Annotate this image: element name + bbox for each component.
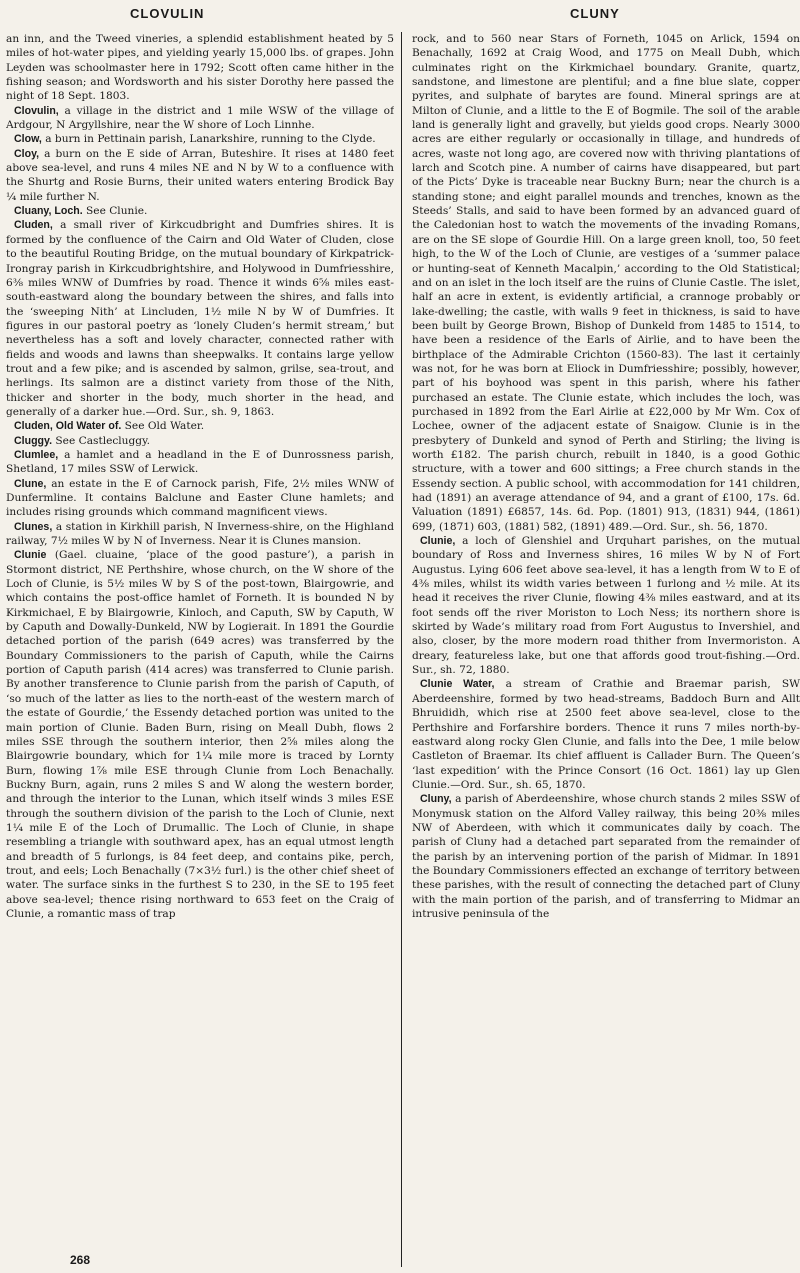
gazetteer-entry: [6, 548, 394, 921]
entry-headword: Clunie: [14, 549, 47, 562]
right-column: [412, 32, 800, 1247]
entry-text: a loch of Glenshiel and Urquhart parishes, on the mutual boundary of Ross and Inverness shires, 16 miles W by N of Fort Augustus. Lying 606 feet above sea-level, it has a length from W to E of 4⅜ miles, whilst its width varies between 1 furlong and ½ mile. At its head it receives the river Clunie, flowing 4⅜ miles eastward, and at its foot sends off the river Moriston to Loch Ness; its northern shore is skirted by Wade’s military road from Fort Augustus to Invershiel, and also, closer, by the more modern road thither from Invermoriston. A dreary, featureless lake, but one that affords good trout-fishing.—Ord. Sur., sh. 72, 1880.: [412, 535, 800, 677]
entry-text: a burn in Pettinain parish, Lanarkshire, running to the Clyde.: [41, 133, 376, 146]
gazetteer-entry: [412, 534, 800, 677]
entry-headword: Cluden,: [14, 219, 53, 232]
entry-headword: Cluny,: [420, 793, 452, 806]
entry-headword: Clunie,: [420, 535, 456, 548]
gazetteer-entry: [6, 132, 394, 146]
left-column: [6, 32, 394, 1247]
gazetteer-entry: [412, 677, 800, 792]
entry-headword: Clow,: [14, 133, 42, 146]
entry-text: a stream of Crathie and Braemar parish, SW Aberdeenshire, formed by two head-streams, Baddoch Burn and Allt Bhruididh, which rise at 2500 feet above sea-level, close to the Perthshire and Forfarshire borders. Thence it runs 7 miles north-by-eastward along rocky Glen Clunie, and falls into the Dee, 1 mile below Castleton of Braemar. Its chief affluent is Callader Burn. The Queen’s ‘last expedition’ with the Prince Consort (16 Oct. 1861) lay up Glen Clunie.—Ord. Sur., sh. 65, 1870.: [412, 678, 800, 791]
entry-text: a station in Kirkhill parish, N Inverness-shire, on the Highland railway, 7½ miles W by N of Inverness. Near it is Clunes mansion.: [6, 520, 394, 548]
gazetteer-entry: [412, 792, 800, 921]
running-head-left: CLOVULIN: [130, 6, 205, 21]
gazetteer-entry: [6, 147, 394, 204]
gazetteer-entry: [6, 32, 394, 104]
entry-text: an inn, and the Tweed vineries, a splendid establishment heated by 5 miles of hot-water pipes, and yielding yearly 15,000 lbs. of grapes. John Leyden was schoolmaster here in 1792; Scott often came hither in the fishing season; and Wordsworth and his sister Dorothy here passed the night of 18 Sept. 1803.: [6, 33, 394, 103]
entry-text: an estate in the E of Carnock parish, Fife, 2½ miles WNW of Dunfermline. It contains Balclune and Easter Clune hamlets; and includes rising grounds which command magnificent views.: [6, 477, 394, 519]
gazetteer-entry: [6, 204, 394, 218]
running-head-right: CLUNY: [570, 6, 620, 21]
gazetteer-entry: [6, 448, 394, 477]
entry-headword: Clovulin,: [14, 104, 59, 117]
gazetteer-entry: [6, 419, 394, 433]
column-divider: [401, 32, 402, 1267]
gazetteer-entry: [6, 218, 394, 419]
entry-text: a small river of Kirkcudbright and Dumfries shires. It is formed by the confluence of the Cairn and Old Water of Cluden, close to the beautiful Routing Bridge, on the mutual boundary of Kirkpatrick-Irongray parish in Kirkcudbrightshire, and Holywood in Dumfriesshire, 6⅜ miles WNW of Dumfries by road. Thence it winds 6⅝ miles east-south-eastward along the boundary between the shires, and falls into the ‘sweeping Nith’ at Lincluden, 1½ mile N by W of Dumfries. It figures in our pastoral poetry as ‘lonely Cluden’s hermit stream,’ but nevertheless has a soft and lovely character, connected rather with fields and woods and lawns than sheepwalks. It contains large yellow trout and a few pike; and is ascended by salmon, grilse, sea-trout, and herlings. Its salmon are a distinct variety from those of the Nith, thicker and shorter in the body, much shorter in the head, and generally of a darker hue.—Ord. Sur., sh. 9, 1863.: [6, 219, 394, 418]
entry-headword: Clune,: [14, 477, 47, 490]
entry-text: a parish of Aberdeenshire, whose church stands 2 miles SSW of Monymusk station on the Alford Valley railway, this being 20⅜ miles NW of Aberdeen, with which it communicates daily by coach. The parish of Cluny had a detached part separated from the remainder of the parish by an intervening portion of the parish of Midmar. In 1891 the Boundary Commissioners effected an exchange of territory between these parishes, with the result of connecting the detached part of Cluny with the main portion of the parish, and of transferring to Midmar an intrusive peninsula of the: [412, 793, 800, 920]
entry-text: rock, and to 560 near Stars of Forneth, 1045 on Arlick, 1594 on Benachally, 1692 at Craig Wood, and 1775 on Meall Dubh, which culminates right on the Kirkmichael boundary. Granite, quartz, sandstone, and limestone are plentiful; and a fine blue slate, copper pyrites, and sulphate of barytes are found. Mineral springs are at Milton of Clunie, and a little to the E of Bogmile. The soil of the arable land is generally light and gravelly, but yields good crops. Nearly 3000 acres are either regularly or occasionally in tillage, and hundreds of acres, waste not long ago, are covered now with thriving plantations of larch and Scotch pine. A number of cairns have disappeared, but part of the Picts’ Dyke is traceable near Buckny Burn; near the church is a standing stone; and eight parallel mounds and trenches, known as the Steeds’ Stalls, and said to have been formed by an advanced guard of the Caledonian host to watch the movements of the invading Romans, are on the SE slope of Gourdie Hill. On a large green knoll, too, 50 feet high, to the W of the Loch of Clunie, are vestiges of a ‘summer palace or hunting-seat of Kenneth Macalpin,’ according to the Old Statistical; and on an islet in the loch itself are the ruins of Clunie Castle. The islet, half an acre in extent, is evidently artificial, a crannoge probably or lake-dwelling; the castle, with walls 9 feet in thickness, is said to have been built by George Brown, Bishop of Dunkeld from 1485 to 1514, to have been a residence of the Earls of Airlie, and to have been the birthplace of the Admirable Crichton (1560-83). The last it certainly was not, for he was born at Eliock in Dumfriesshire; possibly, however, part of his boyhood was spent in this parish, where his father purchased an estate. The Clunie estate, which includes the loch, was purchased in 1892 from the Earl Airlie at £22,000 by Mr Wm. Cox of Lochee, owner of the adjacent estate of Snaigow. Clunie is in the presbytery of Dunkeld and synod of Perth and Stirling; the living is worth £182. The parish church, rebuilt in 1840, is a good Gothic structure, with a tower and 600 sittings; a Free church stands in the Essendy section. A public school, with accommodation for 141 children, had (1891) an average attendance of 94, and a grant of £100, 17s. 6d. Valuation (1891) £6857, 14s. 6d. Pop. (1801) 913, (1831) 944, (1861) 699, (1871) 603, (1881) 582, (1891) 489.—Ord. Sur., sh. 56, 1870.: [412, 33, 800, 533]
entry-text: a village in the district and 1 mile WSW of the village of Ardgour, N Argyllshire, near the W shore of Loch Linnhe.: [6, 104, 394, 132]
entry-headword: Cluggy.: [14, 434, 53, 447]
entry-text: a hamlet and a headland in the E of Dunrossness parish, Shetland, 17 miles SSW of Lerwick.: [6, 448, 394, 476]
entry-headword: Cluden, Old Water of.: [14, 420, 122, 433]
gazetteer-entry: [6, 434, 394, 448]
entry-text: See Old Water.: [121, 420, 205, 433]
gazetteer-entry: [6, 520, 394, 549]
gazetteer-entry: [6, 477, 394, 520]
entry-text: See Clunie.: [82, 205, 148, 218]
entry-headword: Cloy,: [14, 147, 40, 160]
entry-headword: Clunie Water,: [420, 678, 495, 691]
entry-text: See Castlecluggy.: [52, 434, 151, 447]
entry-text: (Gael. cluaine, ‘place of the good pasture’), a parish in Stormont district, NE Perthshire, whose church, on the W shore of the Loch of Clunie, is 5½ miles W by S of the post-town, Blairgowrie, and which contains the post-office hamlet of Forneth. It is bounded N by Kirkmichael, E by Blairgowrie, Kinloch, and Caputh, SW by Caputh, W by Caputh and Dowally-Dunkeld, NW by Logierait. In 1891 the Gourdie detached portion of the parish (649 acres) was transferred by the Boundary Commissioners to the parish of Caputh, while the Cairns portion of Caputh parish (414 acres) was transferred to Clunie parish. By another transference to Clunie parish from the parish of Caputh, of ‘so much of the latter as lies to the north-east of the western march of the estate of Gourdie,’ the Essendy detached portion was united to the main portion of Clunie. Baden Burn, rising on Meall Dubh, flows 2 miles SSE through the southern interior, then 2⅝ miles along the Blairgowrie boundary, which for 1¼ mile more is traced by Lornty Burn, flowing 1⅞ mile ESE through Clunie from Loch Benachally. Buckny Burn, again, runs 2 miles S and W along the western border, and through the interior to the Lunan, which itself winds 3 miles ESE through the southern division of the parish to the Loch of Clunie, next 1¼ mile E of the Loch of Drumallic. The Loch of Clunie, in shape resembling a triangle with southward apex, has an equal utmost length and breadth of 5 furlongs, is 84 feet deep, and contains pike, perch, trout, and eels; Loch Benachally (7×3½ furl.) is the other chief sheet of water. The surface sinks in the furthest S to 230, in the SE to 195 feet above sea-level; thence rising northward to 653 feet on the Craig of Clunie, a romantic mass of trap: [6, 549, 394, 920]
gazetteer-entry: [6, 104, 394, 133]
entry-headword: Clumlee,: [14, 448, 59, 461]
entry-headword: Cluany, Loch.: [14, 205, 83, 218]
gazetteer-entry: [412, 32, 800, 534]
entry-headword: Clunes,: [14, 520, 53, 533]
page-number: 268: [70, 1253, 91, 1267]
entry-text: a burn on the E side of Arran, Buteshire. It rises at 1480 feet above sea-level, and runs 4 miles NE and N by W to a confluence with the Shurtg and Rosie Burns, their united waters entering Brodick Bay ¼ mile further N.: [6, 147, 394, 203]
